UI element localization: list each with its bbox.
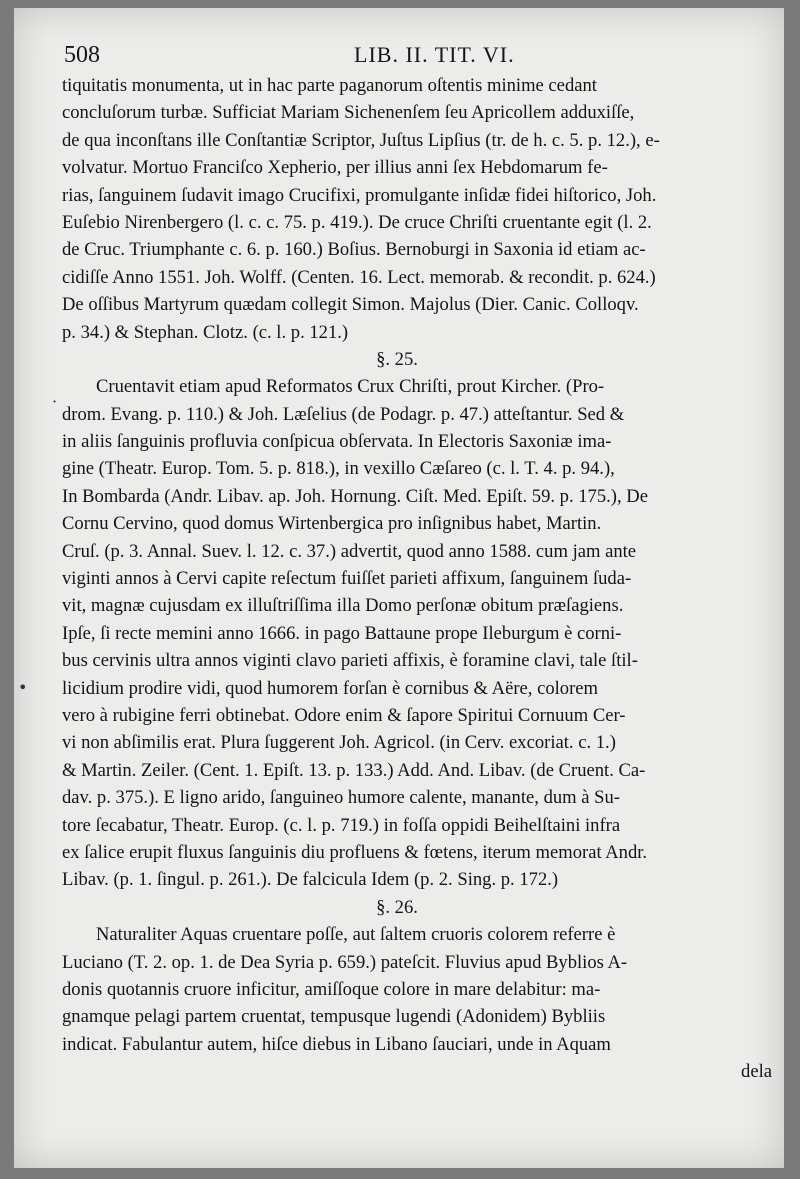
text-line: Libav. (p. 1. ſingul. p. 261.). De falcicula Idem (p. 2. Sing. p. 172.) — [62, 869, 559, 891]
text-line: vit, magnæ cujusdam ex illuſtriſſima illa Domo perſonæ obitum præſagiens. — [62, 595, 624, 617]
text-line: viginti annos à Cervi capite reſectum fuiſſet parieti affixum, ſanguinem ſuda- — [62, 568, 632, 590]
text-line: Euſebio Nirenbergero (l. c. c. 75. p. 419.). De cruce Chriſti cruentante egit (l. 2. — [62, 211, 652, 233]
text-line: gine (Theatr. Europ. Tom. 5. p. 818.), in vexillo Cæſareo (c. l. T. 4. p. 94.), — [62, 458, 615, 480]
body-text — [62, 72, 772, 1085]
text-line: concluſorum turbæ. Sufficiat Mariam Sichenenſem ſeu Apricollem adduxiſſe, — [62, 102, 635, 124]
text-line: tiquitatis monumenta, ut in hac parte paganorum oſtentis minime cedant — [62, 75, 597, 96]
ink-speck: · — [52, 392, 58, 411]
text-line: Cruentavit etiam apud Reformatos Crux Chriſti, prout Kircher. (Pro- — [96, 376, 605, 398]
text-line: volvatur. Mortuo Franciſco Xepherio, per illius anni ſex Hebdomarum fe- — [62, 157, 608, 179]
text-line: de Cruc. Triumphante c. 6. p. 160.) Boſius. Bernoburgi in Saxonia id etiam ac- — [62, 239, 646, 261]
section-heading: §. 25. — [376, 348, 418, 370]
text-line: bus cervinis ultra annos viginti clavo parieti affixis, è foramine clavi, tale ſtil- — [62, 650, 638, 672]
section-heading: §. 26. — [376, 896, 418, 918]
book-page — [14, 8, 784, 1168]
text-line: Naturaliter Aquas cruentare poſſe, aut ſaltem cruoris colorem referre è — [96, 924, 616, 946]
text-line: licidium prodire vidi, quod humorem forſan è cornibus & Aëre, colorem — [62, 677, 598, 699]
text-line: in aliis ſanguinis profluvia conſpicua obſervata. In Electoris Saxoniæ ima- — [62, 431, 612, 453]
page-header — [64, 42, 764, 72]
text-line: De oſſibus Martyrum quædam collegit Simon. Majolus (Dier. Canic. Colloqv. — [62, 294, 639, 316]
text-line: Ipſe, ſi recte memini anno 1666. in pago Battaune prope Ileburgum è corni- — [62, 622, 622, 644]
running-title: LIB. II. TIT. VI. — [354, 42, 515, 67]
text-line: indicat. Fabulantur autem, hiſce diebus in Libano ſauciari, unde in Aquam — [62, 1033, 611, 1055]
text-line: Luciano (T. 2. op. 1. de Dea Syria p. 659.) pateſcit. Fluvius apud Byblios A- — [62, 951, 628, 973]
text-line: cidiſſe Anno 1551. Joh. Wolff. (Centen. 16. Lect. memorab. & recondit. p. 624.) — [62, 266, 656, 288]
ink-speck: • — [18, 678, 28, 697]
text-line: ex ſalice erupit fluxus ſanguinis diu profluens & fœtens, iterum memorat Andr. — [62, 841, 648, 863]
page-number: 508 — [64, 42, 100, 68]
text-line: & Martin. Zeiler. (Cent. 1. Epiſt. 13. p. 133.) Add. And. Libav. (de Cruent. Ca- — [62, 759, 646, 781]
text-line: donis quotannis cruore inficitur, amiſſoque colore in mare delabitur: ma- — [62, 978, 601, 1000]
text-line: p. 34.) & Stephan. Clotz. (c. l. p. 121.) — [62, 321, 349, 343]
text-line: In Bombarda (Andr. Libav. ap. Joh. Hornung. Ciſt. Med. Epiſt. 59. p. 175.), De — [62, 485, 648, 507]
text-line: tore ſecabatur, Theatr. Europ. (c. l. p. 719.) in foſſa oppidi Beihelſtaini infra — [62, 814, 621, 836]
text-line: vero à rubigine ferri obtinebat. Odore enim & ſapore Spiritui Cornuum Cer- — [62, 704, 626, 726]
text-line: drom. Evang. p. 110.) & Joh. Læſelius (de Podagr. p. 47.) atteſtantur. Sed & — [62, 403, 625, 425]
catchword: dela — [741, 1061, 772, 1083]
text-line: Cornu Cervino, quod domus Wirtenbergica pro inſignibus habet, Martin. — [62, 513, 602, 535]
text-line: vi non abſimilis erat. Plura ſuggerent Joh. Agricol. (in Cerv. excoriat. c. 1.) — [62, 732, 616, 754]
text-line: dav. p. 375.). E ligno arido, ſanguineo humore calente, manante, dum à Su- — [62, 787, 621, 809]
text-line: de qua inconſtans ille Conſtantiæ Scriptor, Juſtus Lipſius (tr. de h. c. 5. p. 12.), e- — [62, 129, 660, 151]
text-line: gnamque pelagi partem cruentat, tempusque lugendi (Adonidem) Bybliis — [62, 1006, 606, 1028]
text-line: Cruſ. (p. 3. Annal. Suev. l. 12. c. 37.) advertit, quod anno 1588. cum jam ante — [62, 540, 637, 562]
text-line: rias, ſanguinem ſudavit imago Crucifixi, promulgante inſidæ fidei hiſtorico, Joh. — [62, 184, 657, 206]
